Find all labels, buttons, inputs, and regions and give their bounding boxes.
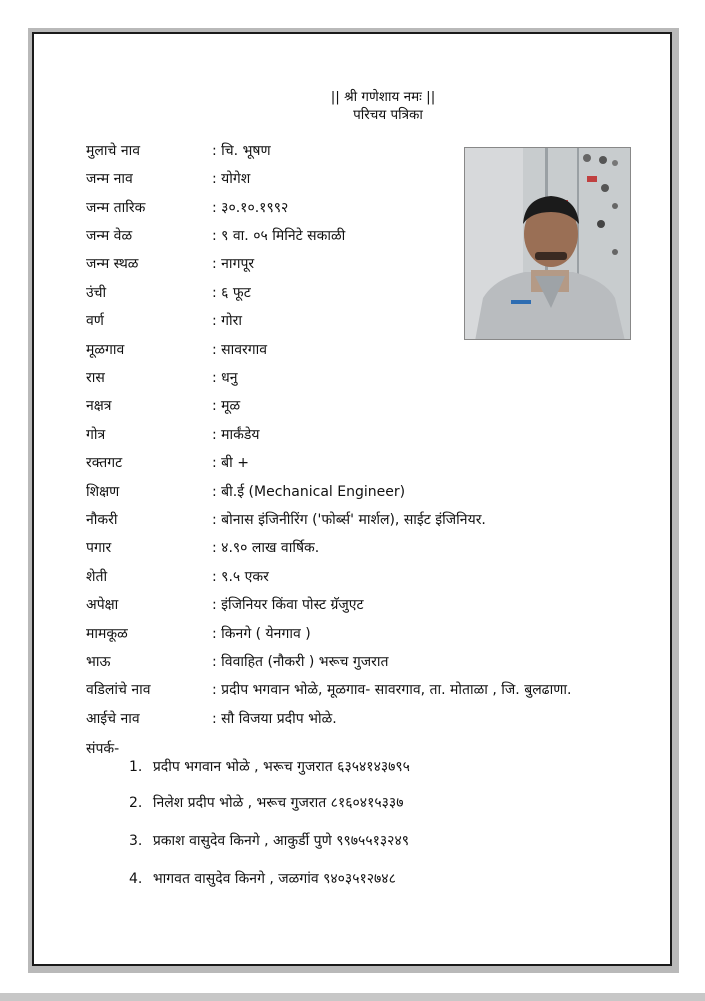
field-label: वडिलांचे नाव bbox=[86, 682, 151, 698]
contact-text: प्रकाश वासुदेव किनगे , आकुर्डी पुणे ९९७५५१३२४९ bbox=[152, 833, 409, 849]
field-value: : मार्कंडेय bbox=[212, 427, 260, 443]
field-label: जन्म नाव bbox=[86, 171, 133, 187]
field-value: : बी.ई (Mechanical Engineer) bbox=[212, 484, 406, 500]
field-value: : मूळ bbox=[212, 398, 241, 414]
profile-page bbox=[32, 32, 672, 966]
contact-text: निलेश प्रदीप भोळे , भरूच गुजरात ८१६०४१५३३७ bbox=[152, 795, 404, 811]
contact-text: प्रदीप भगवान भोळे , भरूच गुजरात ६३५४१४३७९५ bbox=[152, 759, 410, 775]
field-value: : किनगे ( येनगाव ) bbox=[212, 626, 311, 642]
contact-item bbox=[129, 756, 410, 778]
field-label: जन्म तारिक bbox=[86, 200, 146, 216]
field-label: उंची bbox=[86, 285, 107, 301]
field-label: शिक्षण bbox=[86, 484, 120, 500]
field-label: मामकूळ bbox=[86, 626, 128, 642]
field-value: : इंजिनियर किंवा पोस्ट ग्रॅजुएट bbox=[212, 597, 364, 613]
field-label: नक्षत्र bbox=[86, 398, 112, 414]
field-label: जन्म वेळ bbox=[86, 228, 133, 244]
page-header bbox=[34, 88, 670, 124]
field-label: पगार bbox=[86, 540, 112, 556]
contact-number: 2. bbox=[129, 795, 143, 811]
field-value: : सावरगाव bbox=[212, 342, 268, 358]
field-label: रास bbox=[86, 370, 105, 386]
field-value: : बोनास इंजिनीरिंग ('फोर्ब्स' मार्शल), साईट इंजिनियर. bbox=[212, 512, 486, 528]
contact-number: 4. bbox=[129, 871, 143, 887]
field-value: : विवाहित (नौकरी ) भरूच गुजरात bbox=[212, 654, 389, 670]
field-value: : चि. भूषण bbox=[212, 143, 271, 159]
blessing-line: || श्री गणेशाय नमः || bbox=[330, 89, 436, 105]
field-value: : ९ वा. ०५ मिनिटे सकाळी bbox=[212, 228, 346, 244]
field-label: रक्तगट bbox=[86, 455, 123, 471]
profile-photo bbox=[464, 147, 631, 340]
field-label: मुलाचे नाव bbox=[86, 143, 141, 159]
field-label: गोत्र bbox=[86, 427, 106, 443]
field-value: : ६ फूट bbox=[212, 285, 251, 301]
bottom-strip bbox=[0, 993, 705, 1001]
field-value: : ३०.१०.१९९२ bbox=[212, 200, 289, 216]
field-label: मूळगाव bbox=[86, 342, 125, 358]
contact-item bbox=[129, 792, 403, 814]
page-title: परिचय पत्रिका bbox=[353, 107, 423, 123]
field-label: वर्ण bbox=[86, 313, 104, 329]
field-label: आईचे नाव bbox=[86, 711, 140, 727]
field-label: अपेक्षा bbox=[86, 597, 119, 613]
contact-number: 3. bbox=[129, 833, 143, 849]
field-value: : बी + bbox=[212, 455, 249, 471]
contact-text: भागवत वासुदेव किनगे , जळगांव ९४०३५१२७४८ bbox=[152, 871, 396, 887]
contact-item bbox=[129, 830, 409, 852]
contact-heading: संपर्क- bbox=[86, 741, 120, 757]
field-label: जन्म स्थळ bbox=[86, 256, 139, 272]
field-value: : ४.९० लाख वार्षिक. bbox=[212, 540, 320, 556]
field-label: नौकरी bbox=[86, 512, 118, 528]
field-value: : गोरा bbox=[212, 313, 243, 329]
field-label: शेती bbox=[86, 569, 108, 585]
field-value: : धनु bbox=[212, 370, 238, 386]
field-value: : योगेश bbox=[212, 171, 251, 187]
field-value: : ९.५ एकर bbox=[212, 569, 269, 585]
field-value: : प्रदीप भगवान भोळे, मूळगाव- सावरगाव, ता. मोताळा , जि. बुलढाणा. bbox=[212, 682, 572, 698]
contact-item bbox=[129, 868, 396, 890]
field-value: : सौ विजया प्रदीप भोळे. bbox=[212, 711, 337, 727]
field-value: : नागपूर bbox=[212, 256, 255, 272]
field-label: भाऊ bbox=[86, 654, 111, 670]
contact-number: 1. bbox=[129, 759, 143, 775]
